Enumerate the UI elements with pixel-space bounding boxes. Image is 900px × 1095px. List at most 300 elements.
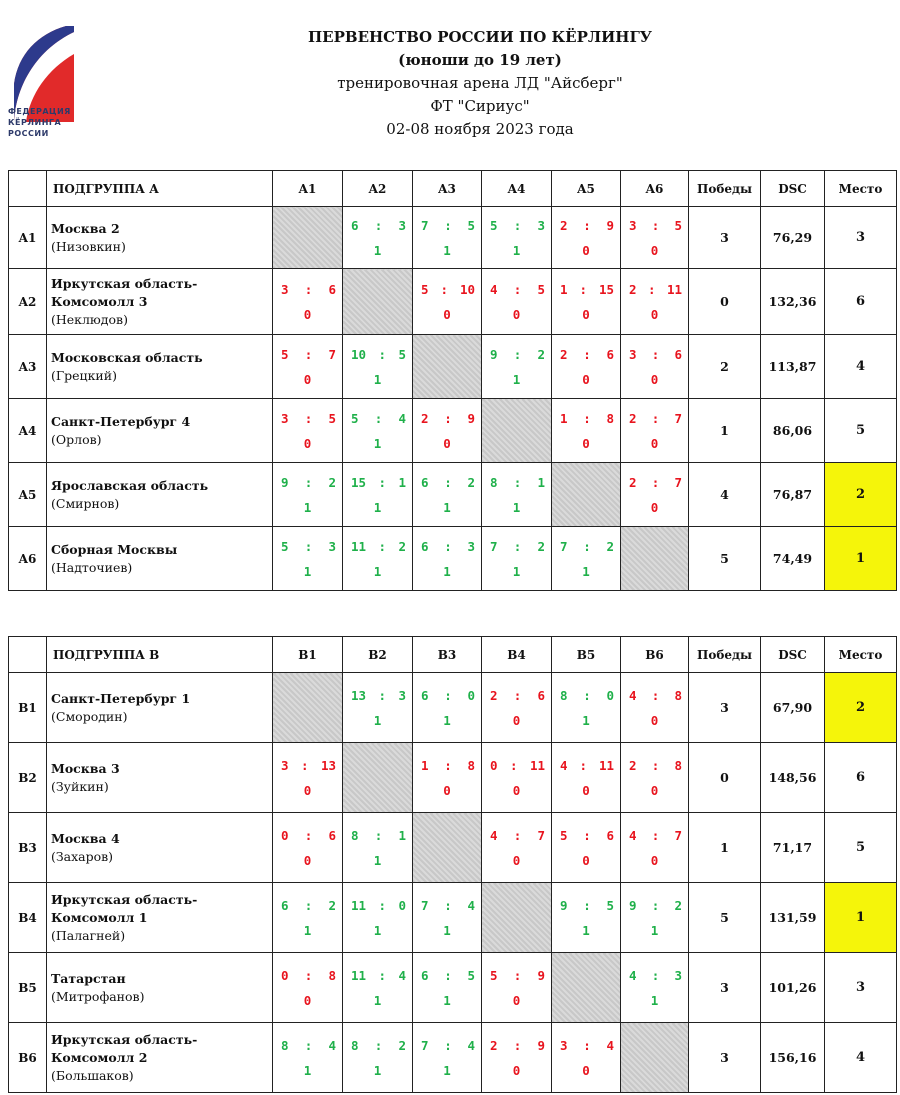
team-code: A4 [9,399,47,463]
match-points: 1 [373,371,382,387]
match-points: 0 [650,712,659,728]
match-score [273,411,342,427]
match-result-cell [552,883,621,953]
wins-value: 3 [689,673,761,743]
dsc-value: 113,87 [761,335,825,399]
score-opponent: 6 [606,827,614,843]
score-separator: : [513,827,522,843]
match-points: 1 [373,852,382,868]
captain-name: (Смирнов) [51,495,120,511]
score-separator: : [513,687,522,703]
score-opponent: 1 [398,827,406,843]
match-points: 1 [443,992,451,1008]
column-header: A6 [621,171,689,207]
match-result-cell [343,335,413,399]
match-result-cell [482,813,552,883]
match-result-cell [621,953,689,1023]
match-score [621,758,688,774]
score-opponent: 5 [537,281,545,297]
match-points: 1 [303,922,312,938]
captain-name: (Низовкин) [51,238,126,254]
score-own: 4 [560,757,568,773]
score-own: 4 [629,827,637,843]
score-separator: : [378,687,387,703]
match-result-cell [621,743,689,813]
match-score [621,898,688,914]
score-separator: : [440,281,448,297]
score-own: 8 [351,1037,359,1053]
self-match-cell [552,463,621,527]
score-opponent: 3 [674,967,682,983]
team-cell [47,953,273,1023]
score-separator: : [444,217,452,233]
match-result-cell [482,743,552,813]
score-opponent: 7 [674,474,682,490]
match-result-cell [413,463,482,527]
score-own: 5 [560,827,568,843]
match-points: 0 [582,782,590,798]
match-score [552,1038,620,1054]
column-header: B5 [552,637,621,673]
wins-value: 3 [689,207,761,269]
match-score [343,411,412,427]
score-own: 4 [490,281,498,297]
match-points: 0 [303,992,312,1008]
corner-cell [9,171,47,207]
score-opponent: 13 [320,757,336,773]
score-separator: : [513,346,522,362]
self-match-cell [482,883,552,953]
place-value: 2 [825,673,897,743]
match-score [343,347,412,363]
match-result-cell [621,399,689,463]
match-result-cell [413,953,482,1023]
match-points: 1 [443,1062,451,1078]
score-separator: : [651,217,660,233]
score-separator: : [304,281,313,297]
match-result-cell [621,335,689,399]
self-match-cell [343,269,413,335]
match-result-cell [273,743,343,813]
score-opponent: 3 [398,687,406,703]
match-points: 1 [443,922,451,938]
score-own: 2 [560,217,568,233]
match-points: 1 [582,712,590,728]
match-points: 0 [512,992,521,1008]
match-score [343,898,412,914]
match-score [552,282,620,298]
match-score [343,1038,412,1054]
match-points: 0 [582,242,590,258]
score-separator: : [378,474,387,490]
match-score [273,968,342,984]
match-points: 1 [512,499,521,515]
place-value: 6 [825,743,897,813]
match-result-cell [413,527,482,591]
match-points: 0 [303,782,312,798]
team-cell [47,813,273,883]
match-result-cell [482,527,552,591]
match-points: 0 [512,852,521,868]
score-opponent: 7 [674,410,682,426]
match-points: 1 [373,499,382,515]
wins-value: 0 [689,743,761,813]
score-own: 2 [629,410,637,426]
match-points: 0 [650,852,659,868]
score-own: 11 [351,967,367,983]
score-separator: : [583,410,591,426]
self-match-cell [273,673,343,743]
wins-header: Победы [689,171,761,207]
match-points: 1 [650,922,659,938]
dsc-header: DSC [761,637,825,673]
table-row [9,743,897,813]
match-score [552,898,620,914]
team-code: B1 [9,673,47,743]
wins-value: 3 [689,1023,761,1093]
match-points: 0 [512,1062,521,1078]
score-separator: : [304,967,313,983]
score-own: 4 [629,687,637,703]
match-score [273,828,342,844]
team-cell [47,207,273,269]
wins-value: 1 [689,813,761,883]
match-points: 0 [443,435,451,451]
match-score [482,688,551,704]
match-points: 1 [512,563,521,579]
score-separator: : [651,410,660,426]
logo-caption [8,106,88,139]
score-separator: : [651,687,660,703]
team-name: Иркутская область-Комсомолл 2 [51,1031,198,1065]
match-points: 0 [512,712,521,728]
team-cell [47,269,273,335]
match-points: 1 [373,242,382,258]
wins-value: 5 [689,527,761,591]
captain-name: (Захаров) [51,848,114,864]
score-own: 15 [351,474,367,490]
table-row [9,1023,897,1093]
match-points: 1 [373,992,382,1008]
score-separator: : [647,281,656,297]
captain-name: (Грецкий) [51,367,117,383]
match-points: 1 [443,499,451,515]
dsc-value: 71,17 [761,813,825,883]
score-separator: : [513,967,522,983]
score-opponent: 4 [398,410,406,426]
match-score [552,218,620,234]
score-opponent: 1 [398,474,406,490]
match-score [413,688,481,704]
score-own: 6 [281,897,289,913]
score-own: 2 [629,757,637,773]
self-match-cell [621,527,689,591]
match-result-cell [273,883,343,953]
score-own: 9 [560,897,568,913]
match-score [482,347,551,363]
score-separator: : [374,827,383,843]
table-row [9,813,897,883]
match-score [343,218,412,234]
dsc-value: 74,49 [761,527,825,591]
score-separator: : [651,757,660,773]
score-separator: : [378,967,387,983]
match-result-cell [621,463,689,527]
score-own: 5 [490,967,498,983]
score-own: 2 [490,1037,498,1053]
match-result-cell [343,1023,413,1093]
match-points: 0 [650,435,659,451]
match-score [482,758,551,774]
score-separator: : [509,757,518,773]
score-own: 7 [490,538,498,554]
match-result-cell [482,953,552,1023]
score-own: 3 [629,217,637,233]
group-a-table [8,170,897,591]
match-points: 0 [443,782,451,798]
score-opponent: 2 [398,1037,406,1053]
match-result-cell [621,207,689,269]
score-separator: : [304,346,313,362]
score-opponent: 6 [328,827,336,843]
score-separator: : [304,474,313,490]
score-separator: : [444,410,452,426]
score-own: 5 [421,281,429,297]
place-header: Место [825,637,897,673]
team-code: A6 [9,527,47,591]
score-own: 9 [629,897,637,913]
team-code: B3 [9,813,47,883]
score-own: 2 [560,346,568,362]
team-name: Сборная Москвы [51,541,178,557]
match-result-cell [343,883,413,953]
match-score [552,411,620,427]
score-own: 3 [281,281,289,297]
match-points: 1 [373,1062,382,1078]
team-cell [47,673,273,743]
place-value: 6 [825,269,897,335]
match-score [413,758,481,774]
score-separator: : [651,346,660,362]
score-separator: : [583,538,591,554]
score-separator: : [304,410,313,426]
score-opponent: 9 [537,967,545,983]
score-opponent: 4 [467,897,475,913]
score-opponent: 8 [674,687,682,703]
match-result-cell [273,269,343,335]
match-score [482,828,551,844]
score-own: 2 [490,687,498,703]
match-score [552,688,620,704]
match-points: 1 [303,499,312,515]
match-score [413,411,481,427]
score-separator: : [583,1037,591,1053]
team-code: B6 [9,1023,47,1093]
column-header: A2 [343,171,413,207]
score-opponent: 3 [467,538,475,554]
match-result-cell [552,207,621,269]
score-own: 1 [560,281,568,297]
score-separator: : [579,757,587,773]
team-cell [47,883,273,953]
score-opponent: 4 [328,1037,336,1053]
score-own: 8 [281,1037,289,1053]
score-separator: : [444,538,452,554]
match-score [621,218,688,234]
score-separator: : [374,1037,383,1053]
column-header: A1 [273,171,343,207]
team-cell [47,399,273,463]
dsc-value: 132,36 [761,269,825,335]
team-cell [47,743,273,813]
score-own: 8 [351,827,359,843]
wins-value: 3 [689,953,761,1023]
match-result-cell [552,399,621,463]
table-row [9,673,897,743]
team-name: Иркутская область-Комсомолл 1 [51,891,198,925]
column-header: B2 [343,637,413,673]
score-opponent: 5 [467,967,475,983]
score-own: 3 [281,410,289,426]
match-result-cell [413,883,482,953]
score-own: 5 [281,346,289,362]
match-result-cell [343,207,413,269]
match-result-cell [413,1023,482,1093]
header-row [9,171,897,207]
score-opponent: 9 [606,217,614,233]
match-result-cell [273,335,343,399]
score-opponent: 5 [606,897,614,913]
score-own: 7 [421,217,429,233]
dsc-header: DSC [761,171,825,207]
match-score [343,539,412,555]
score-own: 11 [351,538,367,554]
match-result-cell [621,883,689,953]
match-score [343,688,412,704]
score-separator: : [651,967,660,983]
group-name: ПОДГРУППА А [47,171,273,207]
score-own: 0 [281,827,289,843]
match-result-cell [413,673,482,743]
match-score [621,475,688,491]
place-value: 3 [825,207,897,269]
match-points: 1 [373,563,382,579]
score-separator: : [583,687,591,703]
score-opponent: 7 [537,827,545,843]
score-own: 5 [281,538,289,554]
place-value: 2 [825,463,897,527]
match-points: 0 [582,306,590,322]
match-result-cell [621,269,689,335]
match-points: 0 [443,306,451,322]
match-score [621,282,688,298]
table-row [9,335,897,399]
match-score [482,475,551,491]
score-own: 3 [281,757,289,773]
column-header: A3 [413,171,482,207]
team-cell [47,463,273,527]
match-score [482,1038,551,1054]
match-points: 1 [373,435,382,451]
score-own: 13 [351,687,367,703]
place-header: Место [825,171,897,207]
table-row [9,463,897,527]
match-result-cell [413,207,482,269]
place: ФТ "Сириус" [430,97,530,115]
match-score [273,282,342,298]
score-opponent: 2 [328,897,336,913]
score-separator: : [513,217,522,233]
captain-name: (Неклюдов) [51,311,128,327]
place-value: 4 [825,1023,897,1093]
match-result-cell [413,269,482,335]
score-opponent: 10 [459,281,475,297]
score-opponent: 8 [467,757,475,773]
venue: тренировочная арена ЛД "Айсберг" [337,74,623,92]
match-score [413,475,481,491]
score-separator: : [444,687,452,703]
group-name: ПОДГРУППА В [47,637,273,673]
match-points: 1 [373,922,382,938]
score-separator: : [513,1037,522,1053]
match-points: 1 [443,563,451,579]
match-score [552,828,620,844]
match-score [482,539,551,555]
match-points: 0 [650,499,659,515]
match-score [482,968,551,984]
self-match-cell [552,953,621,1023]
score-separator: : [304,897,313,913]
match-points: 0 [650,782,659,798]
wins-value: 2 [689,335,761,399]
wins-value: 0 [689,269,761,335]
score-opponent: 6 [537,687,545,703]
match-result-cell [552,335,621,399]
score-own: 0 [281,967,289,983]
match-score [413,898,481,914]
match-points: 0 [582,852,590,868]
score-opponent: 3 [537,217,545,233]
table-row [9,399,897,463]
score-opponent: 6 [674,346,682,362]
score-separator: : [374,217,383,233]
score-own: 6 [351,217,359,233]
captain-name: (Митрофанов) [51,988,145,1004]
page-title: ПЕРВЕНСТВО РОССИИ ПО КЁРЛИНГУ [308,28,652,46]
score-own: 8 [490,474,498,490]
score-own: 8 [560,687,568,703]
team-code: B4 [9,883,47,953]
match-score [273,347,342,363]
score-opponent: 7 [674,827,682,843]
wins-value: 4 [689,463,761,527]
match-points: 0 [512,306,521,322]
score-separator: : [651,897,660,913]
column-header: B1 [273,637,343,673]
match-score [552,347,620,363]
score-separator: : [651,474,660,490]
team-code: A5 [9,463,47,527]
match-result-cell [413,399,482,463]
dsc-value: 76,29 [761,207,825,269]
match-result-cell [343,673,413,743]
place-value: 3 [825,953,897,1023]
match-score [621,411,688,427]
score-own: 0 [490,757,498,773]
table-row [9,883,897,953]
table-row [9,269,897,335]
score-own: 1 [421,757,429,773]
